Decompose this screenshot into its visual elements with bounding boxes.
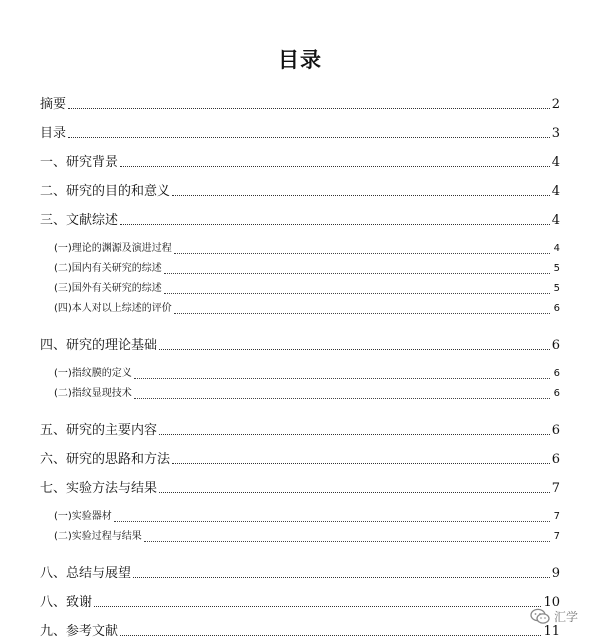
toc-entry-page: 7 xyxy=(553,531,560,542)
toc-entry[interactable] xyxy=(40,439,560,468)
toc-entry[interactable] xyxy=(40,113,560,142)
toc-entry-label: 一、研究背景 xyxy=(40,155,119,170)
toc-entry-page: 2 xyxy=(551,97,560,112)
toc-leader-dots xyxy=(68,136,550,138)
toc-entry-page: 7 xyxy=(551,481,560,496)
toc-entry-page: 4 xyxy=(551,213,560,228)
page-title: 目录 xyxy=(278,47,322,72)
toc-entry-page: 9 xyxy=(551,566,560,581)
toc-entry[interactable] xyxy=(40,237,560,257)
toc-entry-page: 7 xyxy=(553,511,560,522)
wechat-icon xyxy=(530,608,550,625)
toc-entry[interactable] xyxy=(40,277,560,297)
table-of-contents xyxy=(40,84,560,640)
toc-entry-label: 四、研究的理论基础 xyxy=(40,338,158,353)
toc-leader-dots xyxy=(159,433,550,435)
toc-leader-dots xyxy=(133,576,550,578)
toc-entry-label: 二、研究的目的和意义 xyxy=(40,184,171,199)
toc-entry-page: 5 xyxy=(553,263,560,274)
toc-entry-label: (一)指纹膜的定义 xyxy=(54,368,132,379)
toc-entry-label: (二)实验过程与结果 xyxy=(54,531,142,542)
toc-leader-dots xyxy=(68,107,550,109)
watermark-text: 汇学 xyxy=(553,610,578,624)
toc-entry-page: 6 xyxy=(551,423,560,438)
watermark xyxy=(530,608,578,625)
toc-entry-page: 3 xyxy=(551,126,560,141)
toc-entry-page: 6 xyxy=(551,452,560,467)
toc-entry-label: (四)本人对以上综述的评价 xyxy=(54,303,172,314)
toc-entry[interactable] xyxy=(40,468,560,497)
toc-entry[interactable] xyxy=(40,611,560,640)
toc-leader-dots xyxy=(134,377,550,379)
toc-entry-page: 6 xyxy=(553,368,560,379)
toc-entry[interactable] xyxy=(40,171,560,200)
toc-entry-page: 11 xyxy=(543,624,560,639)
toc-leader-dots xyxy=(114,520,550,522)
toc-entry-page: 4 xyxy=(551,155,560,170)
toc-leader-dots xyxy=(144,540,550,542)
toc-entry-label: 六、研究的思路和方法 xyxy=(40,452,171,467)
toc-leader-dots xyxy=(134,397,550,399)
toc-leader-dots xyxy=(172,462,550,464)
toc-entry-label: (二)国内有关研究的综述 xyxy=(54,263,162,274)
toc-entry-page: 5 xyxy=(553,283,560,294)
toc-leader-dots xyxy=(174,252,550,254)
toc-entry-label: 九、参考文献 xyxy=(40,624,119,639)
toc-entry-label: 八、总结与展望 xyxy=(40,566,132,581)
toc-entry[interactable] xyxy=(40,505,560,525)
toc-entry[interactable] xyxy=(40,382,560,402)
toc-leader-dots xyxy=(172,194,550,196)
toc-leader-dots xyxy=(164,272,550,274)
toc-entry[interactable] xyxy=(40,553,560,582)
toc-leader-dots xyxy=(94,605,541,607)
toc-entry-label: 七、实验方法与结果 xyxy=(40,481,158,496)
toc-entry-page: 6 xyxy=(553,303,560,314)
toc-entry-page: 4 xyxy=(553,243,560,254)
toc-entry-page: 6 xyxy=(551,338,560,353)
toc-entry[interactable] xyxy=(40,200,560,229)
toc-entry[interactable] xyxy=(40,257,560,277)
toc-leader-dots xyxy=(159,348,550,350)
toc-entry-label: 目录 xyxy=(40,126,67,141)
toc-leader-dots xyxy=(174,312,550,314)
toc-entry-label: (一)理论的渊源及演进过程 xyxy=(54,243,172,254)
toc-entry[interactable] xyxy=(40,297,560,317)
toc-entry-label: (一)实验器材 xyxy=(54,511,112,522)
toc-entry[interactable] xyxy=(40,84,560,113)
toc-leader-dots xyxy=(120,165,550,167)
toc-entry-label: 三、文献综述 xyxy=(40,213,119,228)
toc-leader-dots xyxy=(120,223,550,225)
toc-entry-label: 摘要 xyxy=(40,97,67,112)
toc-entry-page: 10 xyxy=(543,595,560,610)
toc-entry[interactable] xyxy=(40,142,560,171)
toc-entry[interactable] xyxy=(40,362,560,382)
toc-entry-page: 6 xyxy=(553,388,560,399)
toc-entry-label: 八、致谢 xyxy=(40,595,93,610)
toc-entry-label: 五、研究的主要内容 xyxy=(40,423,158,438)
toc-entry[interactable] xyxy=(40,410,560,439)
toc-leader-dots xyxy=(120,634,541,636)
toc-entry-page: 4 xyxy=(551,184,560,199)
toc-leader-dots xyxy=(164,292,550,294)
toc-entry[interactable] xyxy=(40,525,560,545)
toc-entry[interactable] xyxy=(40,582,560,611)
toc-entry-label: (二)指纹显现技术 xyxy=(54,388,132,399)
toc-leader-dots xyxy=(159,491,550,493)
toc-entry-label: (三)国外有关研究的综述 xyxy=(54,283,162,294)
toc-entry[interactable] xyxy=(40,325,560,354)
